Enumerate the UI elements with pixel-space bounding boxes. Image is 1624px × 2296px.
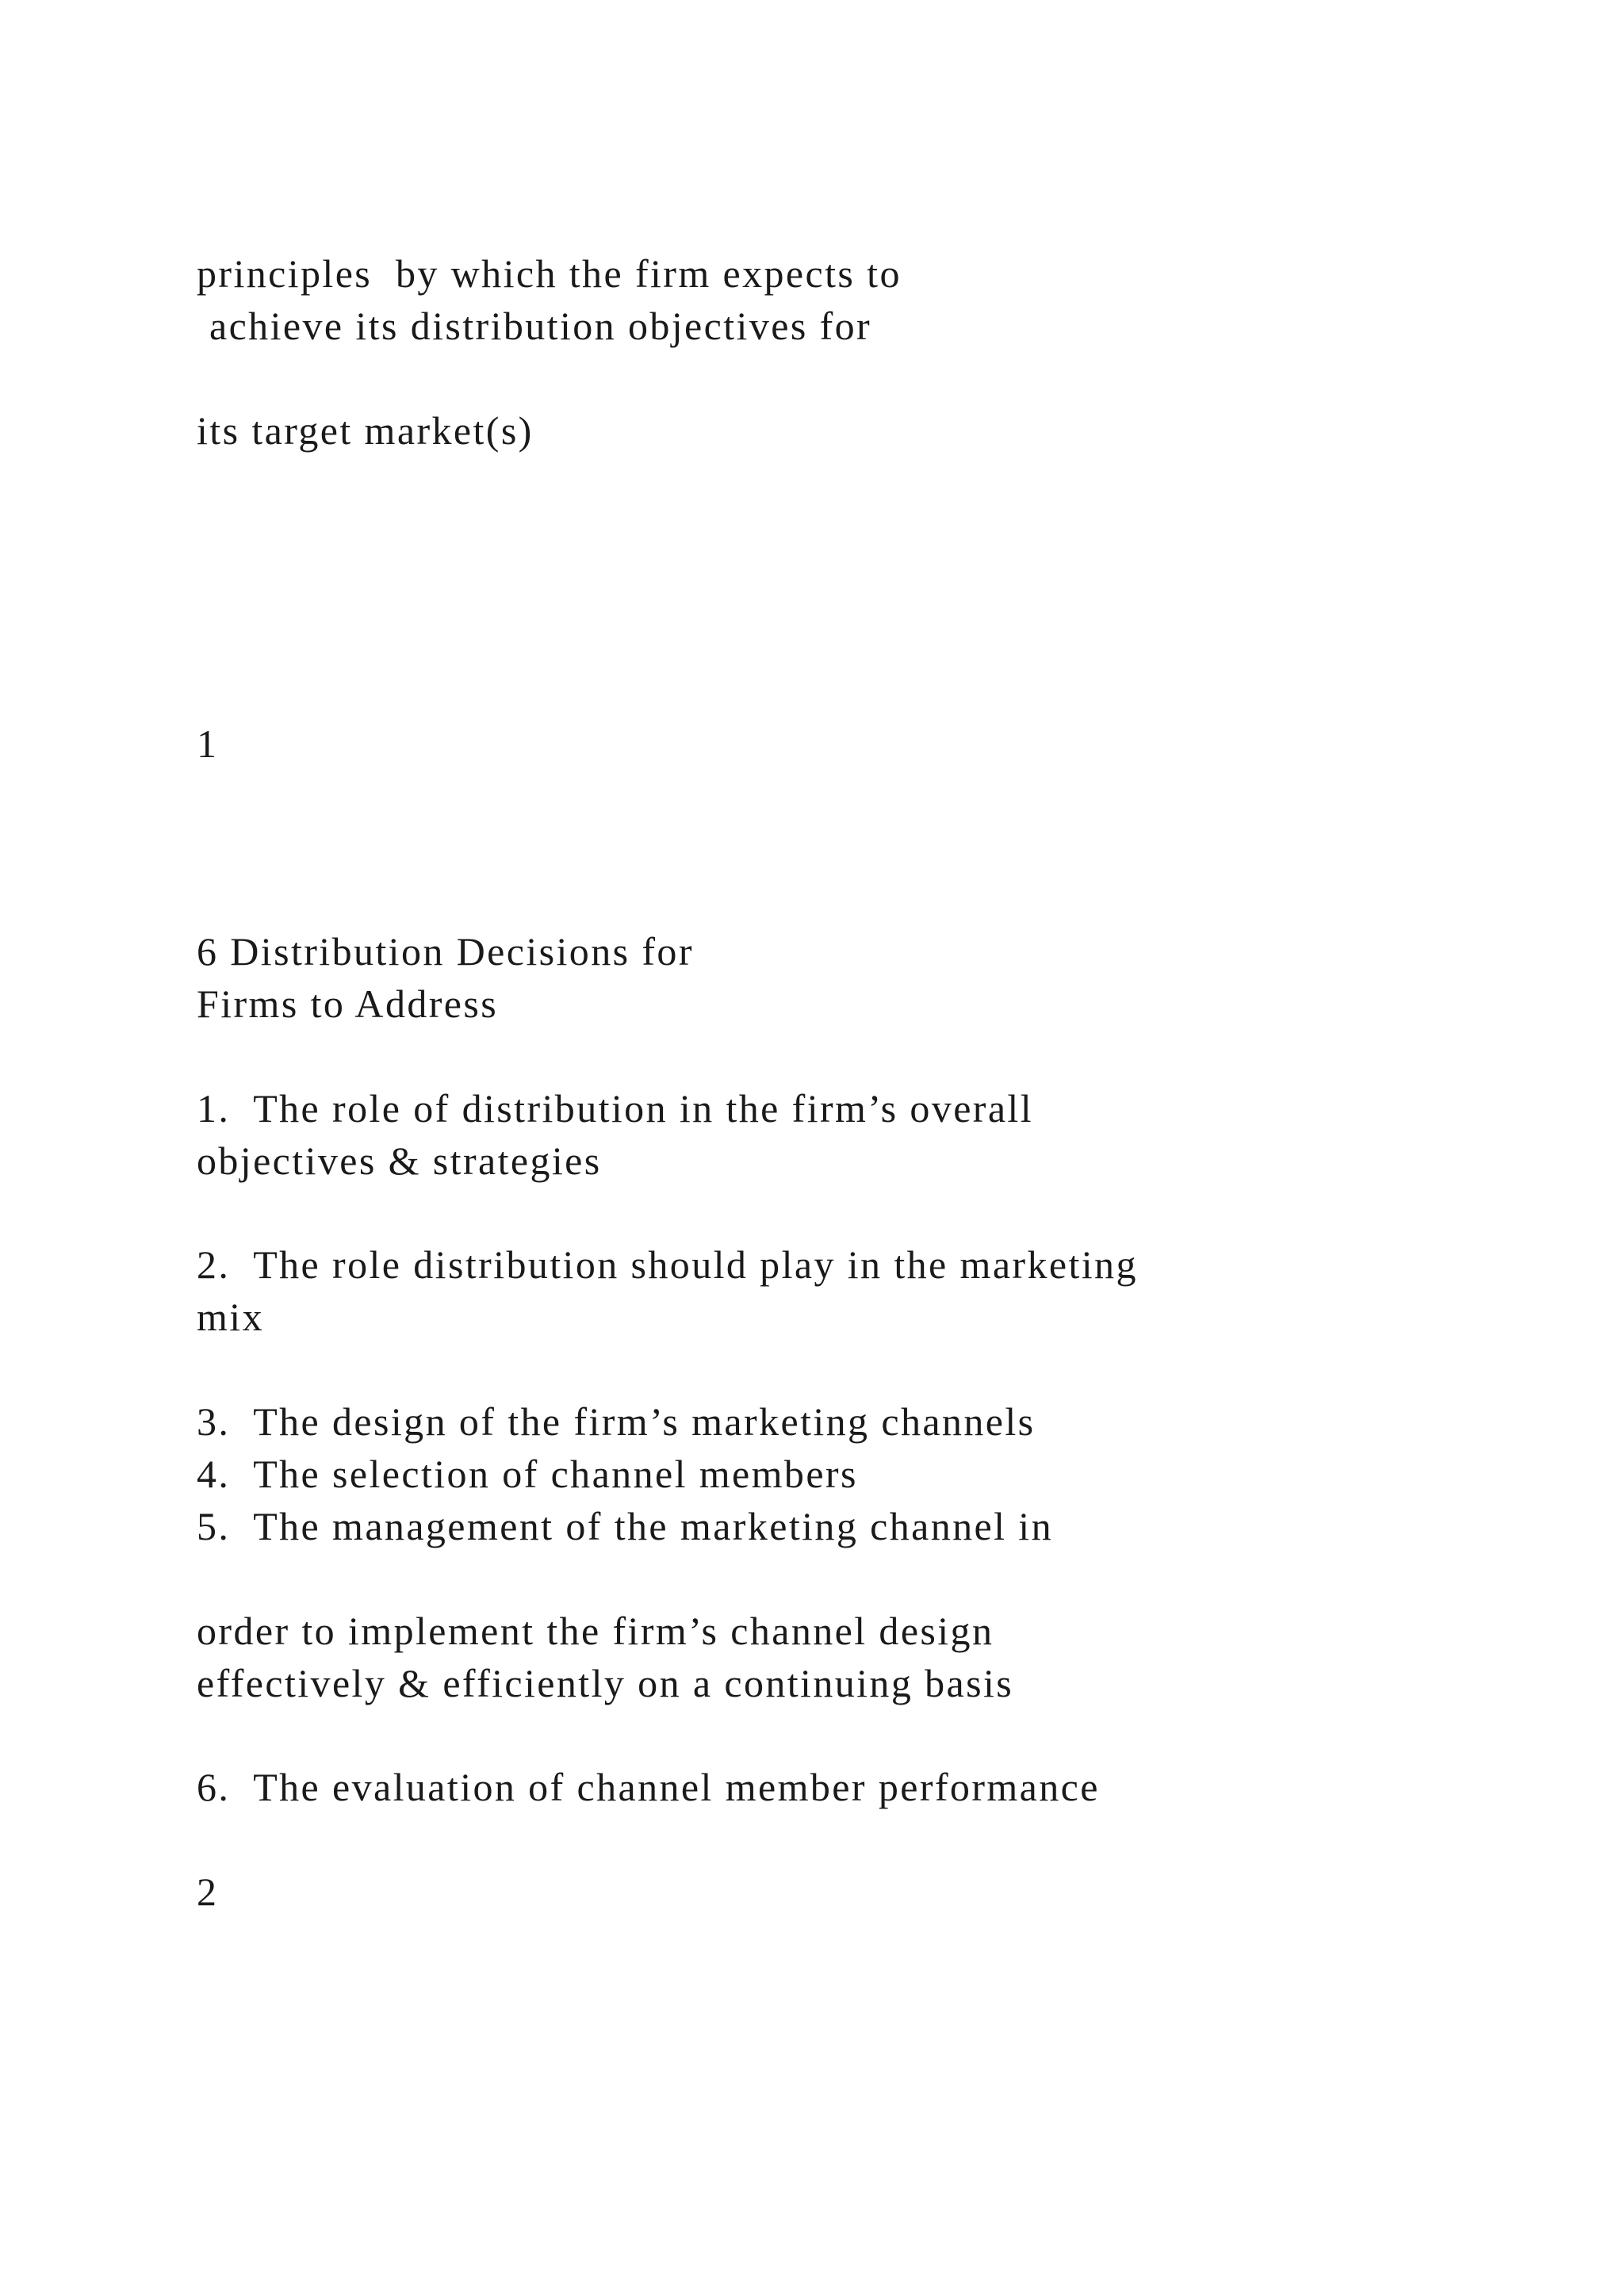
list-item-6: 6. The evaluation of channel member performance: [197, 1765, 1100, 1809]
list-item-5-line-3: effectively & efficiently on a continuing basis: [197, 1661, 1014, 1705]
intro-line-1: principles by which the firm expects to: [197, 251, 902, 296]
intro-line-2: achieve its distribution objectives for: [209, 304, 872, 348]
intro-line-3: its target market(s): [197, 408, 534, 453]
list-item-5-line-2: order to implement the firm’s channel design: [197, 1609, 994, 1653]
list-item-5-line-1: 5. The management of the marketing channel in: [197, 1504, 1053, 1548]
list-item-1-line-2: objectives & strategies: [197, 1138, 602, 1183]
list-item-2-line-2: mix: [197, 1295, 264, 1339]
list-item-2-line-1: 2. The role distribution should play in the marketing: [197, 1242, 1138, 1287]
list-item-1-line-1: 1. The role of distribution in the firm’s overall: [197, 1086, 1034, 1131]
page-number: 2: [197, 1869, 219, 1914]
section-title-line-1: 6 Distribution Decisions for: [197, 929, 694, 974]
list-item-3: 3. The design of the firm’s marketing channels: [197, 1399, 1036, 1444]
section-title-line-2: Firms to Address: [197, 982, 499, 1026]
list-item-4: 4. The selection of channel members: [197, 1452, 858, 1496]
page-number: 1: [197, 721, 219, 766]
